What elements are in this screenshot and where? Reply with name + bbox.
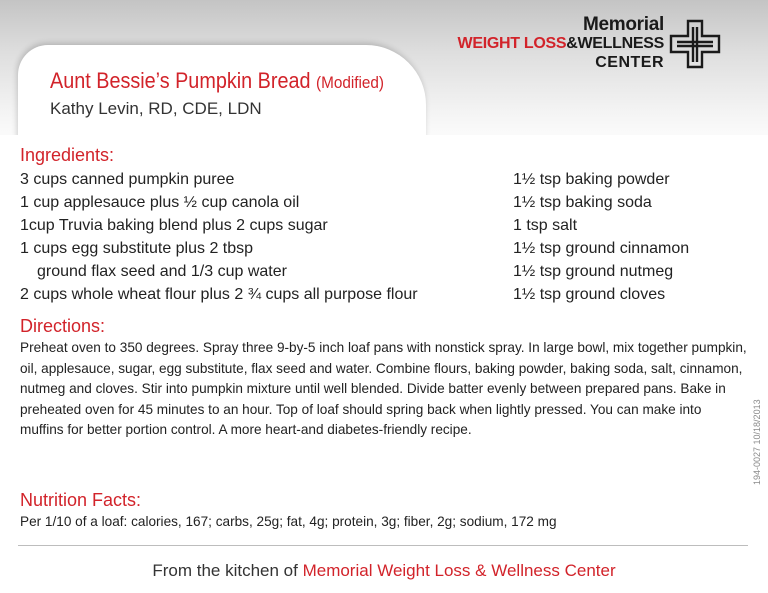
nutrition-text: Per 1/10 of a loaf: calories, 167; carbs, 25g; fat, 4g; protein, 3g; fiber, 2g; sodium, 172 mg xyxy=(20,514,557,529)
ingredient-item: 1½ tsp ground cinnamon xyxy=(513,240,690,257)
ingredient-item: 1 tsp salt xyxy=(513,217,578,234)
recipe-title-suffix: (Modified) xyxy=(315,73,385,92)
ingredient-item: 1 cups egg substitute plus 2 tbsp xyxy=(20,240,254,257)
directions-heading: Directions: xyxy=(20,316,106,336)
center-logo xyxy=(442,12,752,74)
ingredients-list-right xyxy=(513,168,689,306)
ingredient-item: 1½ tsp baking soda xyxy=(513,194,652,211)
directions-text: Preheat oven to 350 degrees. Spray three 9-by-5 inch loaf pans with nonstick spray. In large bowl, mix together pumpkin, oil, applesauce, sugar, egg substitute, flax seed and water. Combine flours, baking powder, baking soda, salt, cinnamon, nutmeg and cloves. Stir into pumpkin mixture until well blended. Divide batter evenly between prepared pans. Bake in preheated oven for 45 minutes to an hour. Top of loaf should spring back when lightly pressed. You can make into muffins for better portion control. A more heart-and diabetes-friendly recipe. xyxy=(20,340,747,438)
ingredient-item: 1½ tsp ground cloves xyxy=(513,286,666,303)
logo-line-memorial: Memorial xyxy=(582,14,664,35)
logo-wellness: WELLNESS xyxy=(577,35,664,52)
ingredient-item: 1 cup applesauce plus ½ cup canola oil xyxy=(20,194,300,211)
logo-weight-loss: WEIGHT LOSS xyxy=(457,35,567,52)
ingredient-item: 1cup Truvia baking blend plus 2 cups sugar xyxy=(20,217,328,234)
ingredient-item: 3 cups canned pumpkin puree xyxy=(20,171,235,188)
ingredient-item: 2 cups whole wheat flour plus 2 ¾ cups all purpose flour xyxy=(20,286,418,303)
logo-line-weight-loss-wellness xyxy=(458,35,664,53)
ingredients-list-left xyxy=(20,168,418,306)
memorial-cross-logo-icon xyxy=(668,18,722,70)
nutrition-heading: Nutrition Facts: xyxy=(20,490,142,510)
ingredient-item: 1½ tsp baking powder xyxy=(513,171,670,188)
footer-org: Memorial Weight Loss & Wellness Center xyxy=(302,561,616,580)
ingredient-item: 1½ tsp ground nutmeg xyxy=(513,263,674,280)
ingredient-item: ground flax seed and 1/3 cup water xyxy=(37,263,287,280)
footer-prefix: From the kitchen of xyxy=(152,561,303,580)
recipe-author: Kathy Levin, RD, CDE, LDN xyxy=(50,99,262,118)
recipe-title-main: Aunt Bessie’s Pumpkin Bread xyxy=(50,68,311,93)
recipe-title xyxy=(50,68,384,94)
footer-divider xyxy=(18,545,748,546)
logo-ampersand: & xyxy=(566,35,578,52)
logo-line-center: CENTER xyxy=(595,54,664,71)
document-code: 194-0027 10/18/2013 xyxy=(752,399,762,485)
ingredients-heading: Ingredients: xyxy=(20,145,115,165)
footer xyxy=(0,561,768,581)
